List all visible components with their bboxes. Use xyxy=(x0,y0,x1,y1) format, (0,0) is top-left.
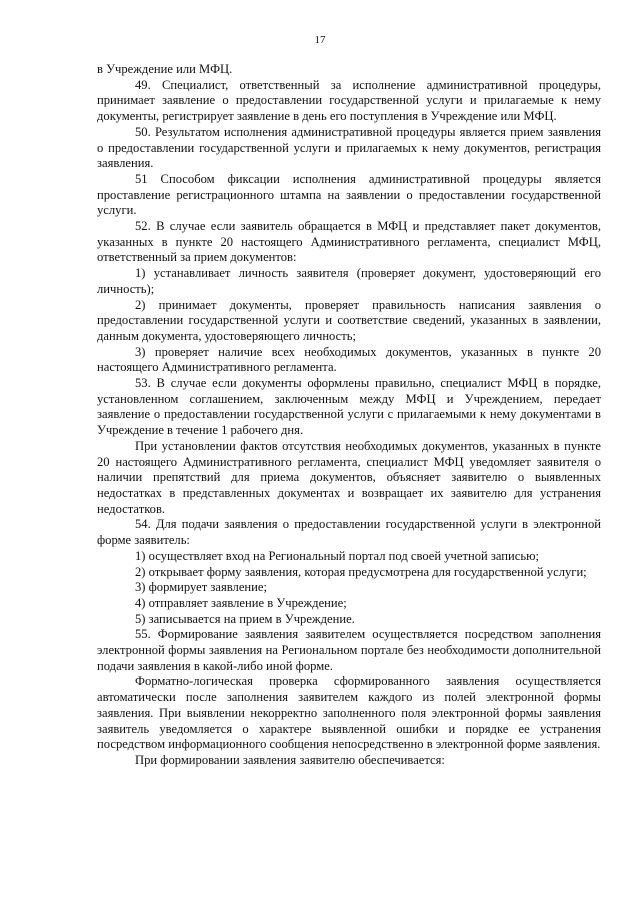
document-body xyxy=(97,62,601,769)
paragraph: 1) устанавливает личность заявителя (проверяет документ, удостоверяющий его личность); xyxy=(97,266,601,296)
paragraph: 54. Для подачи заявления о предоставлении государственной услуги в электронной форме заявитель: xyxy=(97,517,601,548)
page-number: 17 xyxy=(314,34,326,46)
paragraph: 1) осуществляет вход на Региональный портал под своей учетной записью; xyxy=(135,548,540,563)
paragraph: 52. В случае если заявитель обращается в МФЦ и представляет пакет документов, указанных в пункте 20 настоящего Административного регламента, специалист МФЦ, ответственный за прием документов: xyxy=(97,219,601,265)
paragraph: 49. Специалист, ответственный за исполнение административной процедуры, принимает заявление о предоставлении государственной услуги и прилагаемые к нему документы, регистрирует заявление в день его поступления в Учреждение или МФЦ. xyxy=(97,77,601,124)
paragraph: в Учреждение или МФЦ. xyxy=(97,62,233,76)
paragraph: При установлении фактов отсутствия необходимых документов, указанных в пункте 20 настоящего Административного регламента, специалист МФЦ уведомляет заявителя о наличии препятствий для приема документов, объясняет заявителю о выявленных недостатках в представленных документах и возвращает их заявителю для устранения недостатков. xyxy=(97,438,601,516)
paragraph: При формировании заявления заявителю обеспечивается: xyxy=(135,752,445,767)
paragraph: 2) принимает документы, проверяет правильность написания заявления о предоставлении государственной услуги и соответствие сведений, указанных в заявлении, данным документа, удостоверяющего личность; xyxy=(97,297,601,343)
paragraph: 50. Результатом исполнения административной процедуры является прием заявления о предоставлении государственной услуги и прилагаемых к нему документов, регистрация заявления. xyxy=(97,124,601,171)
paragraph: 4) отправляет заявление в Учреждение; xyxy=(135,595,347,610)
paragraph: 3) проверяет наличие всех необходимых документов, указанных в пункте 20 настоящего Административного регламента. xyxy=(97,344,601,375)
paragraph: 51 Способом фиксации исполнения административной процедуры является проставление регистрационного штампа на заявлении о предоставлении государственной услуги. xyxy=(97,171,601,218)
paragraph: 3) формирует заявление; xyxy=(135,580,267,595)
paragraph: Форматно-логическая проверка сформированного заявления осуществляется автоматически после заполнения заявителем каждого из полей электронной формы заявления. При выявлении некорректно заполненного поля электронной формы заявления заявитель уведомляется о характере выявленной ошибки и порядке ее устранения посредством информационного сообщения непосредственно в электронной форме заявления. xyxy=(97,674,601,752)
paragraph: 5) записывается на прием в Учреждение. xyxy=(135,611,355,626)
paragraph: 2) открывает форму заявления, которая предусмотрена для государственной услуги; xyxy=(135,564,587,579)
paragraph: 55. Формирование заявления заявителем осуществляется посредством заполнения электронной формы заявления на Региональном портале без необходимости дополнительной подачи заявления в какой-либо иной форме. xyxy=(97,627,601,673)
paragraph: 53. В случае если документы оформлены правильно, специалист МФЦ в порядке, установленном соглашением, заключенным между МФЦ и Учреждением, передает заявление о предоставлении государственной услуги с прилагаемыми к нему документами в Учреждение в течение 1 рабочего дня. xyxy=(97,376,601,438)
